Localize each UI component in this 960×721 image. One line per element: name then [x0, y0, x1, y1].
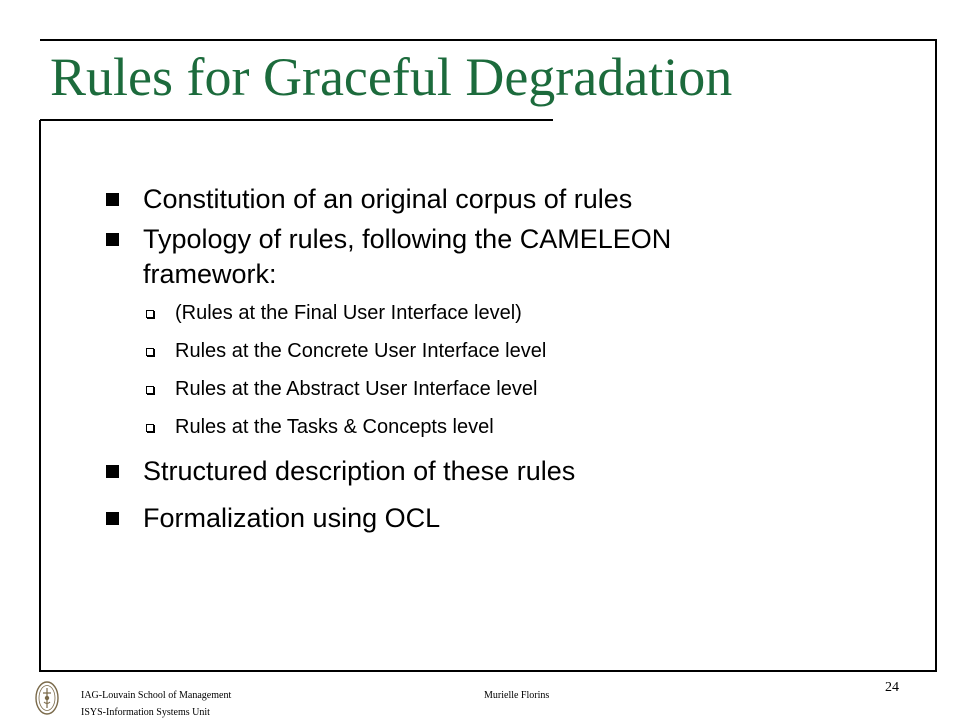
university-seal-icon — [34, 680, 60, 716]
hollow-square-bullet-icon — [146, 424, 154, 432]
footer-institution — [81, 687, 231, 721]
bullet-item — [106, 222, 806, 292]
slide-title: Rules for Graceful Degradation — [50, 47, 733, 107]
square-bullet-icon — [106, 233, 119, 246]
page-number: 24 — [885, 680, 899, 695]
slide-frame-top-border — [40, 39, 936, 41]
hollow-square-bullet-icon — [146, 310, 154, 318]
slide-frame-bottom-border — [40, 670, 937, 672]
title-underline — [40, 119, 553, 121]
sub-bullet-text: Rules at the Tasks & Concepts level — [175, 416, 494, 438]
square-bullet-icon — [106, 512, 119, 525]
bullet-item — [106, 454, 806, 489]
slide-frame-left-border — [39, 120, 41, 672]
sub-bullet-item — [146, 300, 806, 326]
bullet-text: Constitution of an original corpus of rules — [143, 184, 633, 214]
bullet-item — [106, 182, 806, 217]
bullet-text: Formalization using OCL — [143, 503, 441, 533]
sub-bullet-item — [146, 338, 806, 364]
square-bullet-icon — [106, 465, 119, 478]
hollow-square-bullet-icon — [146, 348, 154, 356]
sub-bullet-text: (Rules at the Final User Interface level) — [175, 302, 522, 324]
bullet-text: Structured description of these rules — [143, 456, 576, 486]
bullet-item — [106, 501, 806, 536]
sub-bullet-text: Rules at the Abstract User Interface level — [175, 378, 538, 400]
hollow-square-bullet-icon — [146, 386, 154, 394]
slide-frame-right-border — [935, 39, 937, 671]
bullet-list — [106, 182, 806, 541]
bullet-text: Typology of rules, following the CAMELEON framework: — [143, 224, 672, 289]
footer-institution-line1: IAG-Louvain School of Management — [81, 690, 232, 701]
sub-bullet-text: Rules at the Concrete User Interface level — [175, 340, 547, 362]
footer-author: Murielle Florins — [484, 690, 550, 701]
square-bullet-icon — [106, 193, 119, 206]
sub-bullet-item — [146, 376, 806, 402]
sub-bullet-item — [146, 414, 806, 440]
footer-institution-line2: ISYS-Information Systems Unit — [81, 707, 210, 718]
